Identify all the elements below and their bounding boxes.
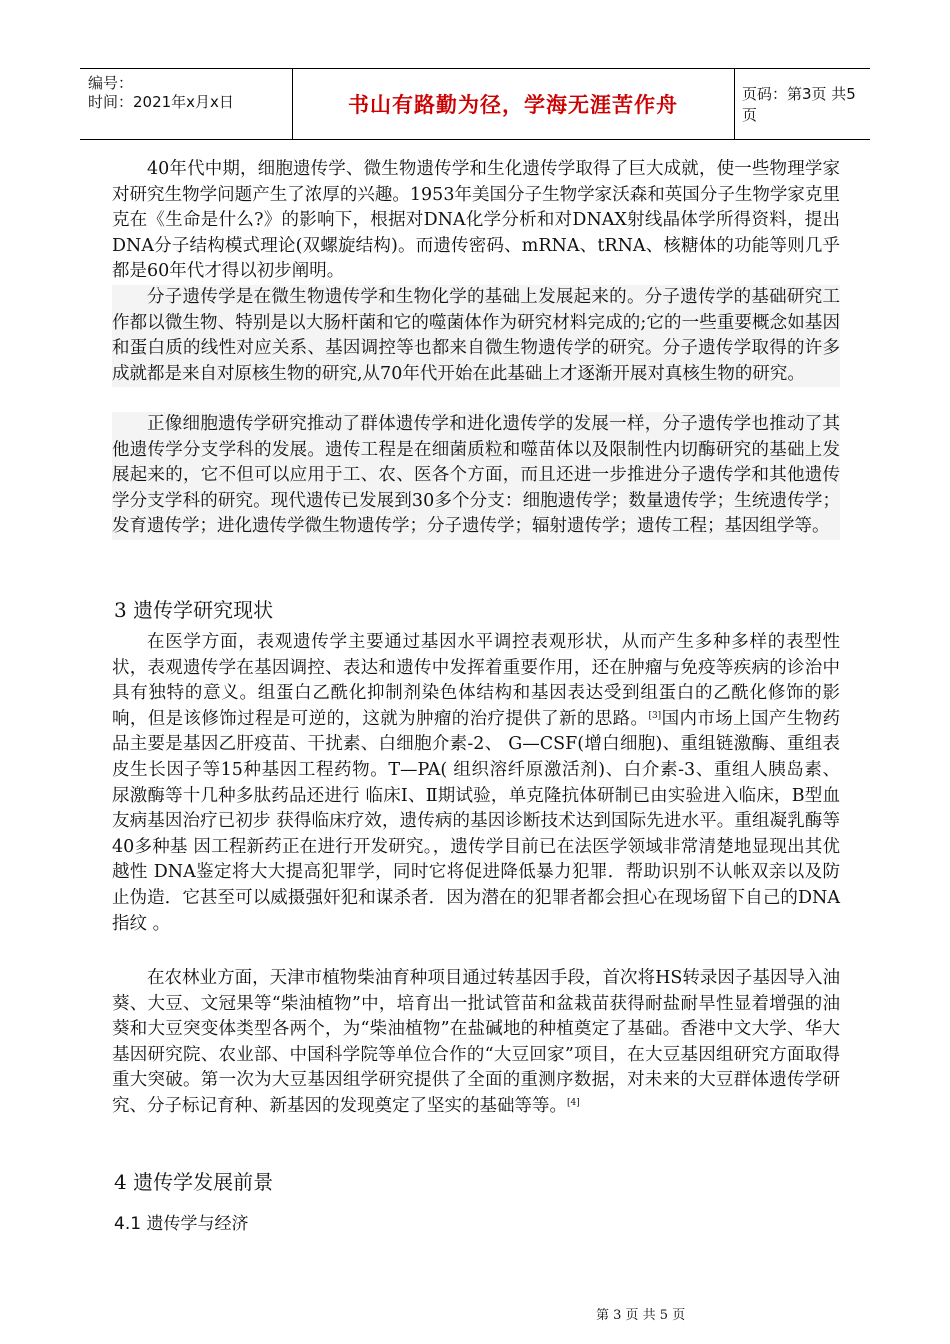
- section-heading-4: 4 遗传学发展前景: [114, 1170, 274, 1194]
- citation-3: [3]: [648, 710, 662, 721]
- header-meta: [80, 69, 293, 139]
- page-header: [80, 68, 870, 140]
- paragraph-3-block: [112, 412, 840, 540]
- document-time: 时间：2021年x月x日: [88, 93, 234, 111]
- citation-4: [4]: [567, 1097, 580, 1108]
- document-number: 编号：: [88, 74, 134, 92]
- section-heading-3: 3 遗传学研究现状: [114, 598, 274, 622]
- header-page-number: 页码：第3页 共5页: [742, 85, 856, 124]
- paragraph-2-block: [112, 285, 840, 387]
- paragraph-1-block: [112, 157, 840, 285]
- paragraph-text: 在医学方面，表观遗传学主要通过基因水平调控表观形状，从而产生多种多样的表型性状，表观遗传学在基因调控、表达和遗传中发挥着重要作用，还在肿瘤与免疫等疾病的诊治中具有独特的意义。组蛋白乙酰化抑制剂染色体结构和基因表达受到组蛋白的乙酰化修饰的影响，但是该修饰过程是可逆的，这就为肿瘤的治疗提供了新的思路。: [112, 632, 840, 729]
- page-footer: 第 3 页 共 5 页: [596, 1308, 686, 1323]
- subsection-heading-4-1: 4.1 遗传学与经济: [114, 1214, 249, 1234]
- paragraph: 正像细胞遗传学研究推动了群体遗传学和进化遗传学的发展一样，分子遗传学也推动了其他遗传学分支学科的发展。遗传工程是在细菌质粒和噬苗体以及限制性内切酶研究的基础上发展起来的，它不但可以应用于工、农、医各个方面，而且还进一步推进分子遗传学和其他遗传学分支学科的研究。现代遗传已发展到30多个分支：细胞遗传学；数量遗传学；生统遗传学；发育遗传学；进化遗传学微生物遗传学；分子遗传学；辐射遗传学；遗传工程；基因组学等。: [112, 414, 840, 537]
- header-motto: 书山有路勤为径，学海无涯苦作舟: [292, 69, 735, 139]
- paragraph-5-block: [112, 966, 840, 1120]
- paragraph-text: 国内市场上国产生物药品主要是基因乙肝疫苗、干扰素、白细胞介素-2、 G—CSF(增白细胞)、重组链激酶、重组表皮生长因子等15种基因工程药物。T—PA( 组织溶纤原激活剂)、白介素-3、重组人胰岛素、 尿激酶等十几种多肽药品还进行 临床Ⅰ、Ⅱ期试验，单克隆抗体研制已由实验进入临床，B型血友病基因治疗已初步 获得临床疗效，遗传病的基因诊断技术达到国际先进水平。重组凝乳酶等40多种基 因工程新药正在进行开发研究。，遗传学目前已在法医学领域非常清楚地显现出其优越性 DNA鉴定将大大提高犯罪学，同时它将促进降低暴力犯罪．帮助识别不认帐双亲以及防止伪造．它甚至可以威摄强奸犯和谋杀者．因为潜在的犯罪者都会担心在现场留下自己的DNA指纹 。: [112, 708, 840, 934]
- paragraph: [112, 966, 840, 1120]
- paragraph: 40年代中期，细胞遗传学、微生物遗传学和生化遗传学取得了巨大成就，使一些物理学家对研究生物学问题产生了浓厚的兴趣。1953年美国分子生物学家沃森和英国分子生物学家克里克在《生命是什么?》的影响下，根据对DNA化学分析和对DNAX射线晶体学所得资料，提出DNA分子结构模式理论(双螺旋结构)。而遗传密码、mRNA、tRNA、核糖体的功能等则几乎都是60年代才得以初步阐明。: [112, 159, 840, 282]
- paragraph-text: 在农林业方面，天津市植物柴油育种项目通过转基因手段，首次将HS转录因子基因导入油葵、大豆、文冠果等“柴油植物”中，培育出一批试管苗和盆栽苗获得耐盐耐旱性显着增强的油葵和大豆突变体类型各两个，为“柴油植物”在盐碱地的种植奠定了基础。香港中文大学、华大基因研究院、农业部、中国科学院等单位合作的“大豆回家”项目，在大豆基因组研究方面取得重大突破。第一次为大豆基因组学研究提供了全面的重测序数据，对未来的大豆群体遗传学研究、分子标记育种、新基因的发现奠定了坚实的基础等等。: [112, 968, 840, 1116]
- paragraph: [112, 630, 840, 937]
- paragraph-4-block: [112, 630, 840, 937]
- paragraph: 分子遗传学是在微生物遗传学和生物化学的基础上发展起来的。分子遗传学的基础研究工作都以微生物、特别是以大肠杆菌和它的噬菌体作为研究材料完成的;它的一些重要概念如基因和蛋白质的线性对应关系、基因调控等也都来自微生物遗传学的研究。分子遗传学取得的许多成就都是来自对原核生物的研究,从70年代开始在此基础上才逐渐开展对真核生物的研究。: [112, 287, 840, 384]
